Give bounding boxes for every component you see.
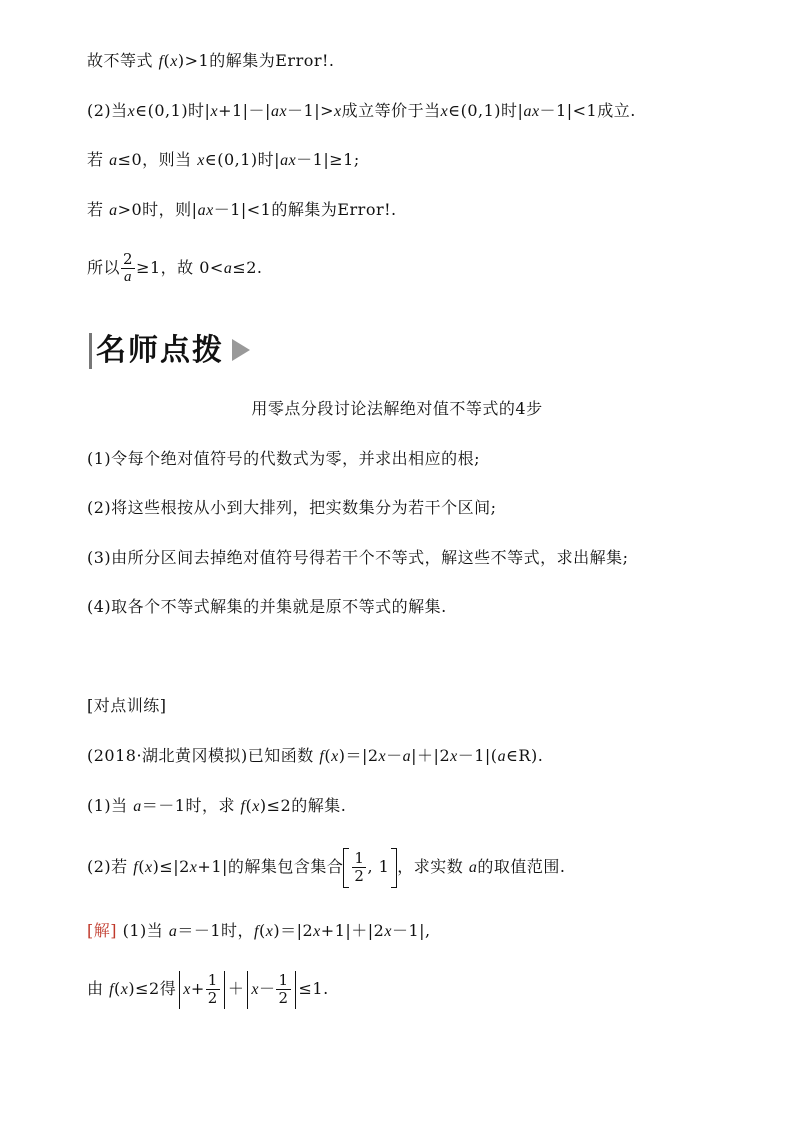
fraction [276,972,290,1007]
play-triangle-icon [232,339,250,361]
text: ≤2. [232,258,263,277]
abs-bar [179,971,180,1009]
fraction-denominator: a [124,269,133,285]
math-var: x [265,923,274,940]
text: ( [258,921,266,940]
text: ( [138,857,145,876]
math-var: a [402,748,412,765]
math-var: f [158,53,164,70]
text: ≤0，则当 [117,150,198,169]
solution-tag: [解] [87,921,117,940]
text: 成立等价于当 [341,101,441,120]
text: ∈(0,1)时| [448,101,524,120]
text: 所以 [87,258,121,277]
math-var: x [384,923,392,940]
text: +1|＋|2 [320,921,385,940]
math-var: x [251,981,259,998]
text: ∈R). [506,746,544,765]
abs-bar [247,971,248,1009]
solution-line-1 [87,920,431,943]
tips-heading: 用零点分段讨论法解绝对值不等式的4步 [251,399,543,418]
math-var: ax [270,103,288,120]
fraction [206,972,220,1007]
text: (1)当 [117,921,169,940]
math-var: x [334,103,342,120]
text: (2018·湖北黄冈模拟)已知函数 [87,746,320,765]
tip-step-3: (3)由所分区间去掉绝对值符号得若干个不等式，解这些不等式，求出解集; [87,548,629,567]
text-line-1 [87,50,335,73]
text: >0时，则| [117,200,198,219]
text: 由 [87,979,110,998]
text: )≤2的解集. [259,796,347,815]
text: )≤2得 [128,979,177,998]
text: ≥1，故 0< [136,258,224,277]
tip-step-1: (1)令每个绝对值符号的代数式为零，并求出相应的根; [87,449,481,468]
math-var: x [313,923,321,940]
fraction-numerator: 1 [278,971,289,989]
text: ( [163,51,171,70]
text: ≤1. [298,979,329,998]
text: ∈(0,1)时| [204,150,281,169]
tip-step-2: (2)将这些根按从小到大排列，把实数集分为若干个区间; [87,498,497,517]
text: 若 [87,200,110,219]
text: 故不等式 [87,51,159,70]
fraction-numerator: 1 [207,971,218,989]
text: (2)当 [87,101,128,120]
text: +1|－| [218,101,271,120]
math-var: x [170,53,178,70]
text: + [190,979,205,998]
text: ＋ [227,979,245,998]
text: (2)若 [87,857,134,876]
text: ＝－1时， [177,921,255,940]
math-var: x [120,981,129,998]
text-line-3 [87,149,360,172]
text: )＝|2 [338,746,379,765]
text: 若 [87,150,110,169]
math-var: x [331,748,339,765]
math-var: x [252,798,260,815]
fraction-numerator: 2 [123,250,134,268]
fraction-numerator: 1 [354,849,365,867]
tip-step-4: (4)取各个不等式解集的并集就是原不等式的解集. [87,597,447,616]
math-var: ax [523,103,540,120]
math-var: ax [280,152,297,169]
math-var: a [223,260,233,277]
text: －1|<1的解集为Error!. [213,200,397,219]
math-var: x [197,152,205,169]
math-var: a [109,202,118,219]
text: －1|≥1; [296,150,360,169]
text: －1|<1成立. [539,101,636,120]
math-var: x [210,103,219,120]
training-label: [对点训练] [87,696,167,715]
text: (1)当 [87,796,134,815]
text: － [258,979,276,998]
text-line-2 [87,100,636,123]
text: 的取值范围. [477,857,566,876]
math-var: ax [197,202,214,219]
fraction-denominator: 2 [354,867,365,885]
section-heading [96,333,250,369]
math-var: x [440,103,449,120]
question-2 [87,846,565,889]
text: , 1 [367,857,390,876]
text: ∈(0,1)时| [135,101,211,120]
math-var: x [183,981,191,998]
math-var: a [133,798,142,815]
fraction [121,251,135,286]
fraction-denominator: 2 [278,989,289,1007]
text: －1|( [457,746,498,765]
text: ( [245,796,253,815]
math-var: a [168,923,178,940]
math-var: f [254,923,259,940]
math-var: a [109,152,118,169]
math-var: f [240,798,246,815]
text-line-5 [87,248,263,289]
math-var: x [144,859,153,876]
math-var: f [109,981,115,998]
problem-statement [87,745,543,768]
section-marker-bar [89,333,92,369]
fraction [352,850,366,885]
text: |＋|2 [411,746,451,765]
text: ( [114,979,121,998]
section-heading-text: 名师点拨 [96,333,224,368]
math-var: x [189,859,198,876]
math-var: f [319,748,325,765]
text: － [386,746,403,765]
text: ( [324,746,332,765]
text: －1|, [391,921,431,940]
text: )＝|2 [273,921,314,940]
left-bracket [343,848,349,888]
text: －1|> [287,101,335,120]
text: )≤|2 [152,857,190,876]
math-var: x [450,748,458,765]
abs-bar [295,971,296,1009]
solution-line-2 [87,965,329,1014]
math-var: x [127,103,136,120]
math-var: x [378,748,387,765]
math-var: a [468,859,478,876]
question-1 [87,795,346,818]
text: ，求实数 [397,857,469,876]
text-line-4 [87,199,397,222]
text: ＝－1时，求 [141,796,241,815]
abs-bar [224,971,225,1009]
math-var: f [133,859,139,876]
text: )>1的解集为Error!. [177,51,335,70]
math-var: a [497,748,507,765]
fraction-denominator: 2 [207,989,218,1007]
text: +1|的解集包含集合 [197,857,344,876]
